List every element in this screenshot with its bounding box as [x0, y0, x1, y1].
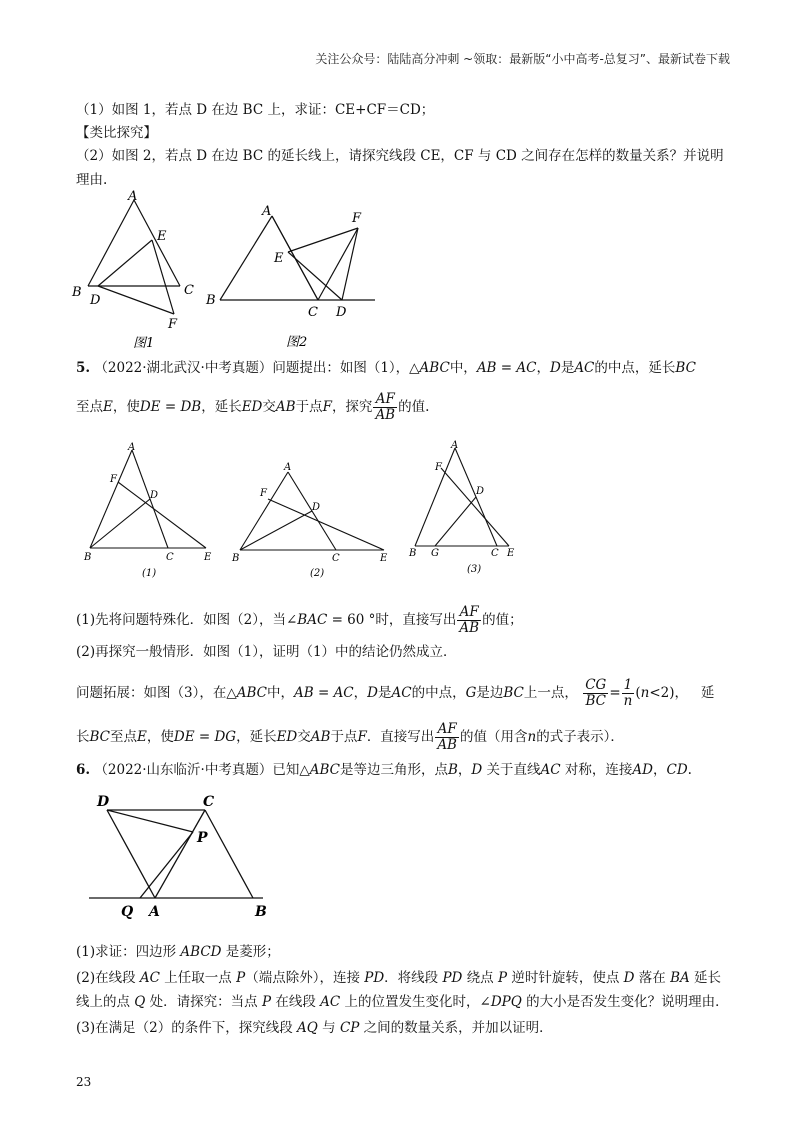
text: P — [261, 994, 272, 1010]
angle-symbol: ∠ — [285, 612, 298, 628]
text: ABCD — [180, 944, 222, 960]
q5-fig2-label-c: C — [332, 553, 340, 564]
text: DG — [214, 729, 237, 745]
q5-fig3-label-g: G — [431, 548, 439, 559]
text: BC — [89, 729, 111, 745]
text: D — [623, 970, 635, 986]
q5-figure-2 — [228, 458, 398, 583]
text: AD — [632, 762, 653, 778]
q5-figure-3 — [405, 440, 525, 580]
q5-fig3-label-e: E — [507, 548, 515, 559]
text: ED — [241, 399, 263, 415]
text: ．直接写出 — [366, 729, 435, 745]
text: 中， — [266, 685, 294, 701]
q5-figure-1 — [80, 440, 220, 580]
text: 至点 — [110, 729, 138, 745]
q5-number: 5. — [76, 360, 91, 376]
frac-num: AF — [457, 605, 481, 621]
text: ，延长 — [201, 399, 242, 415]
q4-fig1-caption: 图1 — [133, 336, 155, 350]
text: BC — [675, 360, 696, 376]
text: DE — [139, 399, 161, 415]
q5-line1 — [76, 358, 696, 378]
q5-fig3-label-c: C — [491, 548, 499, 559]
text: 延 — [700, 685, 715, 701]
text: (3)在满足（2）的条件下，探究线段 — [76, 1020, 298, 1036]
text: 线上的点 — [76, 994, 135, 1010]
text: 逆时针旋转，使点 — [507, 970, 624, 986]
q5-fig1-label-c: C — [166, 552, 174, 563]
text: F — [322, 399, 332, 415]
q4-figure-1 — [70, 190, 210, 350]
q6-sub1 — [76, 942, 280, 962]
q5-fig3-label-f: F — [435, 462, 442, 473]
q5-triangle: △ABC — [409, 360, 450, 376]
text: 中， — [449, 360, 477, 376]
q5-source: （2022·湖北武汉·中考真题）问题提出：如图（1）， — [94, 360, 410, 376]
text: CP — [339, 1020, 360, 1036]
fraction-af-ab — [373, 392, 397, 423]
text: ， — [653, 762, 667, 778]
text: 至点 — [76, 399, 103, 415]
text: △ABC — [226, 685, 267, 701]
q4-fig1-label-a: A — [128, 190, 138, 204]
text: 是等边三角形，点 — [339, 762, 448, 778]
text: 上的位置发生变化时， — [340, 994, 480, 1010]
text: 的值； — [482, 612, 523, 628]
text: (1)先将问题特殊化．如图（2），当 — [76, 612, 286, 628]
text: 延长 — [689, 970, 722, 986]
text: 是菱形； — [221, 944, 280, 960]
q5-fig3-label-b: B — [409, 548, 417, 559]
text: CD — [666, 762, 688, 778]
text: PD — [364, 970, 385, 986]
text: = — [313, 685, 334, 701]
page-header: 关注公众号：陆陆高分冲刺 ~领取：最新版“小中高考-总复习”、最新试卷下载 — [315, 52, 730, 66]
q5-fig2-label-e: E — [380, 553, 388, 564]
q5-fig1-label-d: D — [150, 490, 159, 501]
text: AB — [310, 729, 331, 745]
text: D — [367, 685, 378, 701]
text: n — [640, 685, 650, 701]
q5-fig3-caption: (3) — [467, 564, 482, 575]
text: 上任取一点 — [160, 970, 237, 986]
text: 的值（用含 — [459, 729, 528, 745]
text: ， — [457, 762, 472, 778]
text: ，探究 — [331, 399, 373, 415]
text: 之间的数量关系，并加以证明． — [359, 1020, 553, 1036]
q5-fig2-caption: (2) — [310, 568, 325, 579]
text: DB — [180, 399, 202, 415]
text: = — [194, 729, 215, 745]
q4-fig1-label-f: F — [168, 317, 178, 332]
q4-fig2-label-a: A — [262, 204, 272, 219]
text: F — [357, 729, 367, 745]
text: ．将线段 — [384, 970, 443, 986]
text: 于点 — [330, 729, 358, 745]
q5-fig1-label-b: B — [84, 552, 92, 563]
text: 是 — [560, 360, 575, 376]
q5-fig1-label-e: E — [204, 552, 212, 563]
q6-fig-label-b: B — [255, 904, 267, 920]
q5-fig1-label-f: F — [110, 474, 117, 485]
text: (2)在线段 — [76, 970, 140, 986]
text: E — [137, 729, 147, 745]
q6-fig-label-c: C — [203, 794, 215, 810]
text: = — [160, 399, 181, 415]
text: DE — [173, 729, 195, 745]
text: BC — [503, 685, 524, 701]
text: <2)， — [649, 685, 688, 701]
text: AC — [540, 762, 561, 778]
q4-fig1-label-b: B — [72, 285, 82, 300]
q4-fig2-label-e: E — [274, 251, 284, 266]
q5-fig3-label-d: D — [476, 486, 485, 497]
fraction-af-ab — [435, 722, 459, 753]
text: n — [527, 729, 537, 745]
text: 长 — [76, 729, 90, 745]
frac-den: n — [623, 693, 633, 709]
frac-den: AB — [437, 737, 457, 753]
text: 的式子表示）． — [536, 729, 624, 745]
q6-sub2-cont — [76, 992, 729, 1012]
text: AC — [574, 360, 595, 376]
text: = — [496, 360, 517, 376]
frac-num: AF — [373, 392, 397, 408]
q5-fig1-label-a: A — [128, 442, 136, 453]
q6-source: （2022·山东临沂·中考真题）已知 — [94, 762, 300, 778]
q6-fig-label-a: A — [149, 904, 160, 920]
frac-den: AB — [375, 407, 396, 423]
q5-fig3-label-a: A — [451, 440, 459, 451]
q4-section-title: 【类比探究】 — [76, 125, 157, 141]
q5-line2 — [76, 392, 429, 423]
text: 交 — [262, 399, 276, 415]
frac-num: AF — [435, 722, 459, 738]
frac-den: BC — [585, 693, 606, 709]
q4-fig1-label-c: C — [184, 283, 194, 298]
text: P — [236, 970, 246, 986]
frac-num: CG — [585, 677, 607, 693]
text: Q — [134, 994, 146, 1010]
text: 是 — [377, 685, 392, 701]
q5-sub2: (2)再探究一般情形．如图（1），证明（1）中的结论仍然成立． — [76, 644, 457, 660]
q4-fig2-caption: 图2 — [286, 335, 308, 350]
text: AQ — [297, 1020, 318, 1036]
q4-part1: （1）如图 1，若点 D 在边 BC 上，求证：CE+CF＝CD； — [76, 102, 435, 118]
q4-fig1-label-e: E — [157, 229, 167, 244]
text: ，使 — [146, 729, 174, 745]
q4-fig2-label-c: C — [308, 305, 318, 320]
q6-fig-label-p: P — [197, 830, 208, 846]
text: AB — [476, 360, 497, 376]
q4-fig2-label-d: D — [336, 305, 347, 320]
text: 上一点， — [523, 685, 578, 701]
q5-extension-line2 — [76, 722, 624, 753]
q5-fig2-label-d: D — [312, 502, 321, 513]
text: AC — [139, 970, 161, 986]
text: AB — [293, 685, 314, 701]
text: E — [103, 399, 113, 415]
q4-fig1-label-d: D — [90, 293, 101, 308]
text: PD — [442, 970, 463, 986]
text: ， — [353, 685, 368, 701]
text: BAC — [297, 612, 328, 628]
text: （端点除外），连接 — [245, 970, 365, 986]
text: ( — [635, 685, 641, 701]
text: 落在 — [634, 970, 671, 986]
page-number: 23 — [76, 1075, 92, 1089]
q5-fig2-label-b: B — [232, 553, 240, 564]
text: 与 — [317, 1020, 340, 1036]
q6-sub2 — [76, 968, 721, 988]
text: BA — [670, 970, 690, 986]
q6-number: 6. — [76, 762, 91, 778]
q6-sub3 — [76, 1018, 553, 1038]
text: AC — [320, 994, 341, 1010]
text: ，使 — [112, 399, 140, 415]
text: = 60 °时，直接写出 — [327, 612, 457, 628]
text: 对称，连接 — [560, 762, 633, 778]
q4-part2: （2）如图 2，若点 D 在边 BC 的延长线上，请探究线段 CE，CF 与 CD 之间存在怎样的数量关系？并说明 — [76, 148, 724, 164]
text: AB — [275, 399, 296, 415]
fraction-af-ab — [457, 605, 481, 636]
fraction-cg-bc — [583, 678, 608, 709]
q4-part2-cont: 理由. — [76, 172, 108, 188]
q4-figure-2 — [200, 200, 385, 350]
text: 的中点，延长 — [594, 360, 676, 376]
text: △ABC — [299, 762, 340, 778]
text: AC — [333, 685, 354, 701]
text: . — [687, 762, 692, 778]
text: P — [497, 970, 508, 986]
frac-den: AB — [459, 620, 480, 636]
q5-fig1-caption: (1) — [142, 568, 157, 579]
text: 绕点 — [462, 970, 498, 986]
text: 关于直线 — [482, 762, 541, 778]
text: 是边 — [476, 685, 504, 701]
text: 的大小是否发生变化？说明理由． — [521, 994, 729, 1010]
q6-fig-label-q: Q — [121, 904, 134, 920]
text: D — [549, 360, 561, 376]
text: 交 — [297, 729, 311, 745]
text: 处．请探究：当点 — [145, 994, 262, 1010]
text: 于点 — [295, 399, 323, 415]
fraction-1-n — [622, 678, 635, 709]
text: 的中点， — [411, 685, 466, 701]
text: 问题拓展：如图（3），在 — [76, 685, 227, 701]
text: G — [465, 685, 477, 701]
q6-fig-label-d: D — [97, 794, 110, 810]
q5-fig2-label-f: F — [260, 488, 267, 499]
text: 在线段 — [271, 994, 321, 1010]
text: ， — [536, 360, 550, 376]
frac-num: 1 — [622, 678, 635, 694]
q6-figure — [85, 790, 285, 930]
q5-sub1 — [76, 605, 523, 636]
text: 的值. — [398, 399, 430, 415]
text: ∠DPQ — [479, 994, 522, 1010]
text: ED — [276, 729, 298, 745]
text: B — [447, 762, 458, 778]
q6-line1 — [76, 760, 692, 780]
text: ，延长 — [236, 729, 277, 745]
q4-fig2-label-f: F — [352, 211, 362, 226]
q5-fig2-label-a: A — [284, 462, 292, 473]
q5-extension-line1 — [76, 678, 714, 709]
text: = — [609, 685, 621, 701]
text: AC — [516, 360, 537, 376]
text: (1)求证：四边形 — [76, 944, 181, 960]
text: AC — [391, 685, 412, 701]
q4-fig2-label-b: B — [206, 293, 216, 308]
text: D — [471, 762, 483, 778]
